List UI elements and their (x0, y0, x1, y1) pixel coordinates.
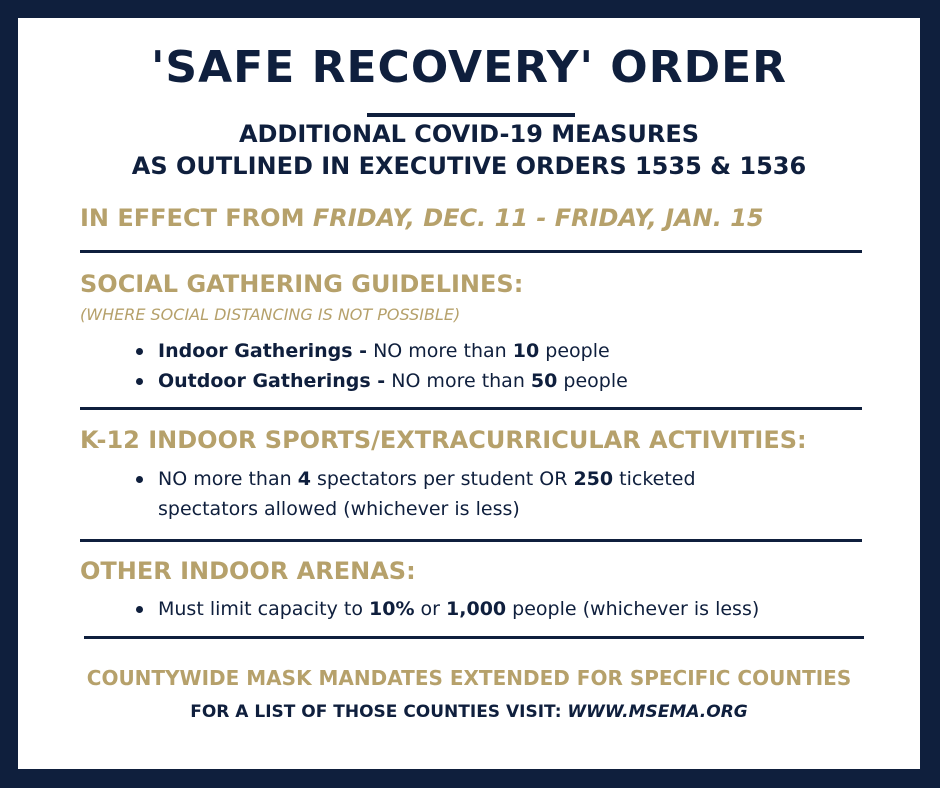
divider-4 (84, 636, 864, 639)
msema-website-link[interactable]: WWW.MSEMA.ORG (567, 702, 748, 722)
item-text: NO more than (385, 370, 531, 392)
social-gathering-note: (WHERE SOCIAL DISTANCING IS NOT POSSIBLE) (80, 305, 461, 324)
indoor-arenas-list (134, 594, 874, 624)
effective-range: FRIDAY, DEC. 11 - FRIDAY, JAN. 15 (312, 204, 764, 232)
item-text: spectators allowed (whichever is less) (158, 498, 520, 520)
list-item (134, 594, 874, 624)
subtitle-line-1: ADDITIONAL COVID-19 MEASURES (238, 120, 700, 148)
county-list-prefix: FOR A LIST OF THOSE COUNTIES VISIT: (190, 702, 568, 722)
notice-card (18, 18, 920, 769)
item-number: 10 (512, 340, 540, 362)
item-text: NO more than (367, 340, 513, 362)
k12-activities-heading: K-12 INDOOR SPORTS/EXTRACURRICULAR ACTIVITIES: (80, 426, 807, 454)
social-gathering-list (134, 336, 628, 396)
k12-activities-list (134, 464, 854, 524)
item-text: NO more than (158, 468, 298, 490)
item-label: Outdoor Gatherings - (158, 370, 386, 392)
item-number: 50 (530, 370, 558, 392)
effective-prefix: IN EFFECT FROM (80, 204, 313, 232)
item-label: Indoor Gatherings - (158, 340, 368, 362)
item-number: 10% (369, 598, 415, 620)
item-text: or (414, 598, 447, 620)
social-gathering-heading: SOCIAL GATHERING GUIDELINES: (80, 270, 524, 298)
subtitle (18, 118, 920, 182)
item-text: people (539, 340, 610, 362)
divider-2 (80, 407, 862, 410)
item-text: people (557, 370, 628, 392)
item-number: 4 (297, 468, 311, 490)
effective-dates (80, 204, 764, 232)
list-item (134, 464, 854, 524)
page-title: 'SAFE RECOVERY' ORDER (150, 42, 788, 93)
item-number: 250 (573, 468, 614, 490)
item-text: spectators per student OR (310, 468, 574, 490)
county-list-notice (18, 702, 920, 722)
list-item (134, 336, 628, 366)
mask-mandate-notice: COUNTYWIDE MASK MANDATES EXTENDED FOR SPECIFIC COUNTIES (86, 666, 852, 690)
item-text: Must limit capacity to (158, 598, 370, 620)
divider-1 (80, 250, 862, 253)
item-number: 1,000 (446, 598, 507, 620)
divider-3 (80, 539, 862, 542)
subtitle-line-2: AS OUTLINED IN EXECUTIVE ORDERS 1535 & 1536 (131, 152, 807, 180)
item-text: people (whichever is less) (506, 598, 760, 620)
list-item (134, 366, 628, 396)
indoor-arenas-heading: OTHER INDOOR ARENAS: (80, 557, 416, 585)
title-underline (367, 113, 575, 117)
item-text: ticketed (613, 468, 696, 490)
